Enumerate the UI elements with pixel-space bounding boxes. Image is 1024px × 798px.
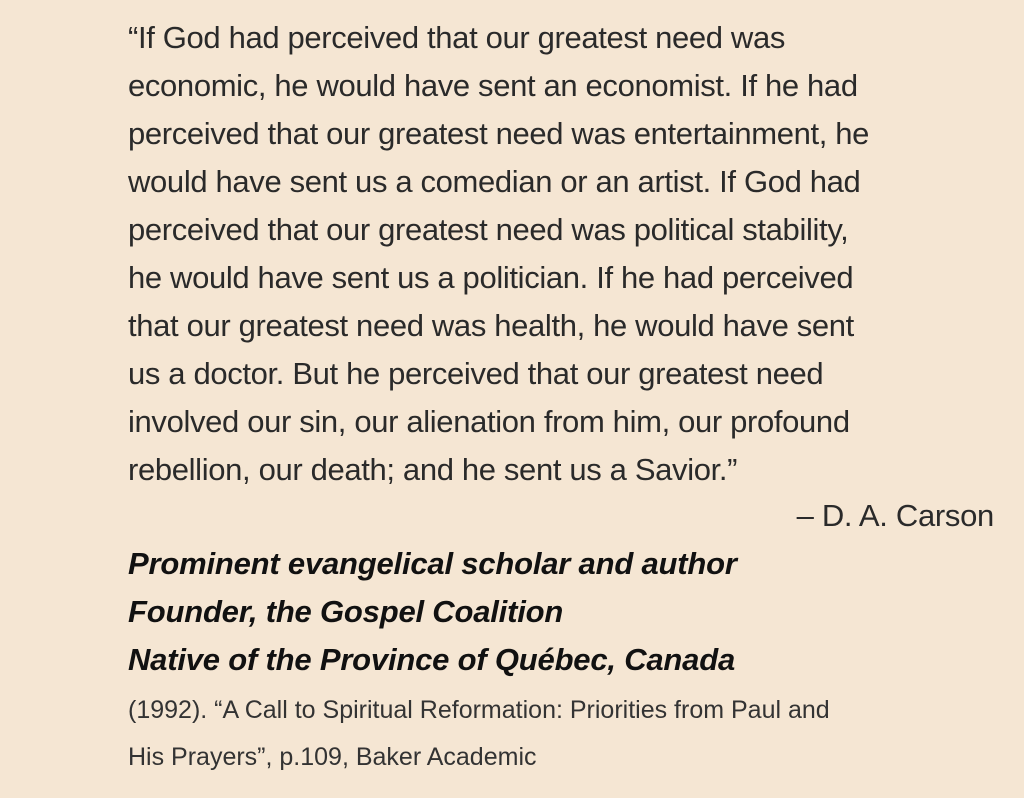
credential-founder: Founder, the Gospel Coalition — [128, 594, 564, 629]
quote-line: economic, he would have sent an economist. If he had — [128, 68, 858, 103]
quote-line: perceived that our greatest need was political stability, — [128, 212, 849, 247]
quote-line: he would have sent us a politician. If he had perceived — [128, 260, 854, 295]
quote-line: involved our sin, our alienation from him, our profound — [128, 404, 850, 439]
credential-native: Native of the Province of Québec, Canada — [128, 642, 735, 677]
quote-line: would have sent us a comedian or an artist. If God had — [128, 164, 861, 199]
quote-attribution: – D. A. Carson — [796, 498, 994, 533]
quote-line: perceived that our greatest need was entertainment, he — [128, 116, 870, 151]
quote-line: “If God had perceived that our greatest need was — [128, 20, 785, 55]
credential-scholar: Prominent evangelical scholar and author — [128, 546, 737, 581]
citation-line: (1992). “A Call to Spiritual Reformation: Priorities from Paul and — [128, 696, 830, 724]
quote-line: that our greatest need was health, he would have sent — [128, 308, 854, 343]
quote-line: rebellion, our death; and he sent us a Savior.” — [128, 452, 738, 487]
citation-line: His Prayers”, p.109, Baker Academic — [128, 743, 537, 771]
author-credentials — [128, 540, 737, 684]
quote-text — [128, 14, 1008, 494]
source-citation — [128, 687, 830, 781]
quote-line: us a doctor. But he perceived that our greatest need — [128, 356, 824, 391]
